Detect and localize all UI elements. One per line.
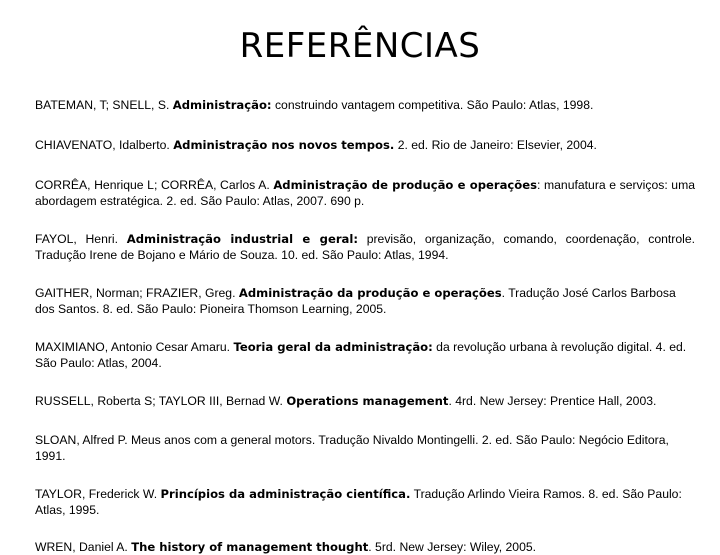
reference-details: da revolução urbana à revolução digital. 4. ed. São Paulo: Atlas, 2004. bbox=[35, 340, 687, 370]
reference-details: Tradução Arlindo Vieira Ramos. 8. ed. São Paulo: Atlas, 1995. bbox=[35, 487, 682, 517]
reference-title: Teoria geral da administração: bbox=[233, 340, 433, 354]
reference-title: Administração de produção e operações bbox=[273, 178, 538, 192]
reference-item bbox=[35, 539, 695, 555]
reference-details: construindo vantagem competitiva. São Paulo: Atlas, 1998. bbox=[271, 98, 594, 112]
reference-author: WREN, Daniel A. bbox=[35, 540, 132, 554]
reference-details: : manufatura e serviços: uma abordagem estratégica. 2. ed. São Paulo: Atlas, 2007. 690 p. bbox=[35, 178, 696, 208]
reference-title: Administração industrial e geral: bbox=[126, 232, 358, 246]
reference-details: 2. ed. Rio de Janeiro: Elsevier, 2004. bbox=[394, 138, 597, 152]
reference-title: Administração: bbox=[172, 98, 272, 112]
reference-item bbox=[35, 231, 695, 263]
reference-item bbox=[35, 285, 695, 317]
reference-details: . 5rd. New Jersey: Wiley, 2005. bbox=[368, 540, 537, 554]
reference-details: previsão, organização, comando, coordenação, controle. Tradução Irene de Bojano e Mário de Souza. 10. ed. São Paulo: Atlas, 1994. bbox=[35, 232, 695, 262]
reference-item bbox=[35, 486, 695, 518]
reference-title: Operations management bbox=[286, 394, 449, 408]
reference-list bbox=[35, 97, 695, 555]
reference-title: Princípios da administração científica. bbox=[160, 487, 411, 501]
reference-item bbox=[35, 432, 695, 464]
reference-author: TAYLOR, Frederick W. bbox=[35, 487, 161, 501]
reference-author: MAXIMIANO, Antonio Cesar Amaru. bbox=[35, 340, 234, 354]
reference-author: SLOAN, Alfred P. Meus anos com a general motors. Tradução Nivaldo Montingelli. 2. ed. São Paulo: Negócio Editora, 1991. bbox=[35, 433, 669, 463]
reference-author: BATEMAN, T; SNELL, S. bbox=[35, 98, 173, 112]
reference-title: Administração da produção e operações bbox=[238, 286, 502, 300]
page-title: REFERÊNCIAS bbox=[239, 26, 481, 66]
reference-item bbox=[35, 393, 695, 409]
reference-author: RUSSELL, Roberta S; TAYLOR III, Bernad W. bbox=[35, 394, 287, 408]
reference-item bbox=[35, 177, 695, 209]
reference-title: The history of management thought bbox=[131, 540, 369, 554]
reference-author: CORRÊA, Henrique L; CORRÊA, Carlos A. bbox=[35, 178, 274, 192]
reference-author: GAITHER, Norman; FRAZIER, Greg. bbox=[35, 286, 239, 300]
reference-details: . Tradução José Carlos Barbosa dos Santos. 8. ed. São Paulo: Pioneira Thomson Learning, 2005. bbox=[35, 286, 676, 316]
reference-item bbox=[35, 339, 695, 371]
reference-title: Administração nos novos tempos. bbox=[173, 138, 395, 152]
reference-author: CHIAVENATO, Idalberto. bbox=[35, 138, 174, 152]
reference-author: FAYOL, Henri. bbox=[35, 232, 127, 246]
reference-details: . 4rd. New Jersey: Prentice Hall, 2003. bbox=[448, 394, 657, 408]
reference-item bbox=[35, 97, 695, 113]
reference-item bbox=[35, 137, 695, 153]
